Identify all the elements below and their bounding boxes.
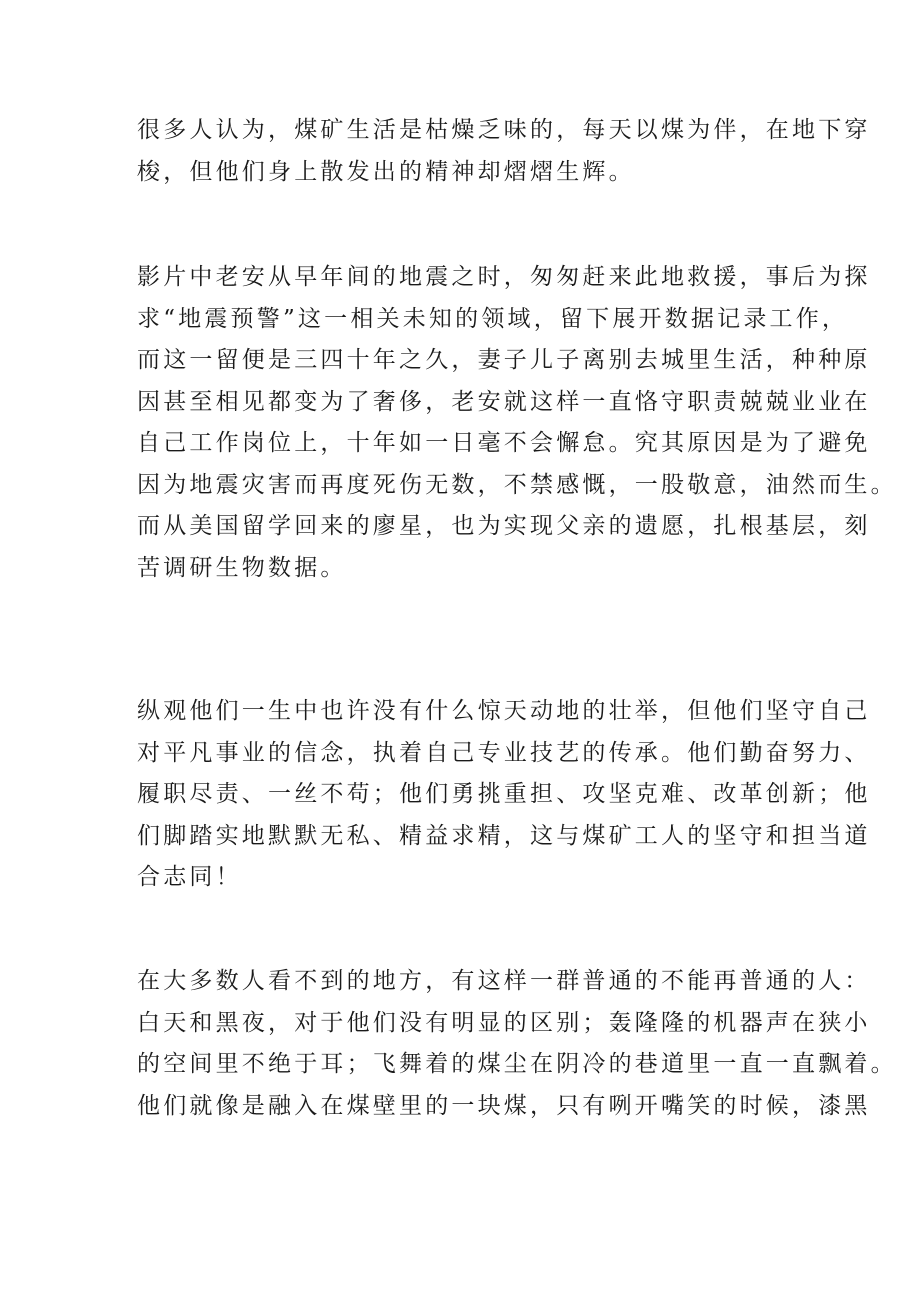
paragraph [137, 961, 897, 1127]
text-line: 白天和黑夜，对于他们没有明显的区别；轰隆隆的机器声在狭小 [137, 1009, 871, 1036]
text-line: 求“地震预警”这一相关未知的领域，留下展开数据记录工作， [137, 305, 849, 332]
paragraph [137, 110, 871, 193]
text-line: 而这一留便是三四十年之久，妻子儿子离别去城里生活，种种原 [137, 347, 871, 373]
text-line: 自己工作岗位上，十年如一日毫不会懈怠。究其原因是为了避免 [137, 430, 871, 456]
text-line: 因甚至相见都变为了奢侈，老安就这样一直恪守职责兢兢业业在 [137, 388, 871, 415]
text-line: 影片中老安从早年间的地震之时，匆匆赶来此地救援，事后为探 [137, 264, 871, 290]
text-line: 的空间里不绝于耳；飞舞着的煤尘在阴冷的巷道里一直一直飘着。 [137, 1051, 897, 1077]
text-line: 们脚踏实地默默无私、精益求精，这与煤矿工人的坚守和担当道 [137, 822, 871, 849]
text-line: 对平凡事业的信念，执着自己专业技艺的传承。他们勤奋努力、 [137, 739, 871, 766]
text-line: 在大多数人看不到的地方，有这样一群普通的不能再普通的人： [137, 968, 871, 994]
text-line: 纵观他们一生中也许没有什么惊天动地的壮举，但他们坚守自己 [137, 698, 871, 724]
text-line: 很多人认为，煤矿生活是枯燥乏味的，每天以煤为伴，在地下穿 [137, 117, 871, 143]
text-line: 梭，但他们身上散发出的精神却熠熠生辉。 [137, 158, 635, 185]
text-line: 而从美国留学回来的廖星，也为实现父亲的遗愿，扎根基层，刻 [137, 513, 871, 539]
text-line: 苦调研生物数据。 [137, 554, 347, 581]
text-line: 因为地震灾害而再度死伤无数，不禁感慨，一股敬意，油然而生。 [137, 471, 897, 498]
text-line: 履职尽责、一丝不苟；他们勇挑重担、攻坚克难、改革创新；他 [137, 781, 871, 807]
paragraph [137, 257, 897, 589]
text-line: 合志同！ [137, 864, 242, 890]
text-line: 他们就像是融入在煤壁里的一块煤，只有咧开嘴笑的时候，漆黑 [137, 1092, 871, 1119]
paragraph [137, 691, 871, 899]
